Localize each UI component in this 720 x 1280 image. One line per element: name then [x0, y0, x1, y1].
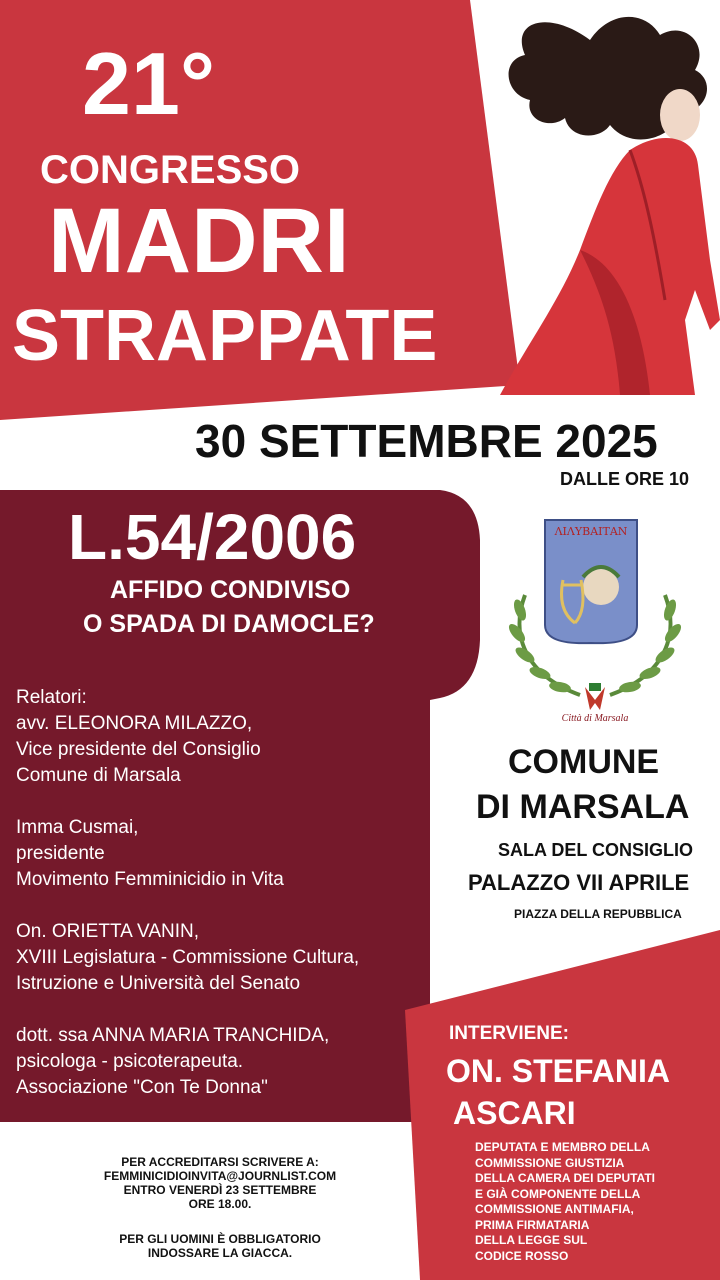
speaker-4: dott. ssa ANNA MARIA TRANCHIDA, psicologa - psicoterapeuta. Associazione "Con Te Donna" [16, 1025, 330, 1098]
event-time: DALLE ORE 10 [560, 469, 690, 489]
law-code: L.54/2006 [68, 501, 357, 573]
event-date: 30 SETTEMBRE 2025 [195, 415, 658, 467]
speaker-1: avv. ELEONORA MILAZZO, Vice presidente del Consiglio Comune di Marsala [16, 713, 261, 786]
congress-label: CONGRESSO [40, 148, 301, 192]
guest-label: INTERVIENE: [449, 1023, 570, 1044]
woman-red-dress-illustration [470, 0, 720, 395]
title-line-1: MADRI [48, 190, 350, 292]
title-line-2: STRAPPATE [12, 296, 438, 376]
city-crest-icon [505, 515, 685, 730]
speakers-heading: Relatori: [16, 687, 87, 708]
edition-number: 21° [82, 34, 216, 133]
guest-bio: DEPUTATA E MEMBRO DELLA COMMISSIONE GIUSTIZIA DELLA CAMERA DEI DEPUTATI E GIÀ COMPONENTE DELLA COMMISSIONE ANTIMAFIA, PRIMA FIRMATARIA DELLA LEGGE SUL CODICE ROSSO [475, 1140, 655, 1263]
venue-line-2: DI MARSALA [476, 788, 690, 826]
dress-code-note: PER GLI UOMINI È OBBLIGATORIO INDOSSARE LA GIACCA. [119, 1232, 321, 1260]
law-subtitle-1: AFFIDO CONDIVISO [110, 576, 351, 604]
speaker-2: Imma Cusmai, presidente Movimento Femminicidio in Vita [16, 817, 284, 890]
venue-line-1: COMUNE [508, 743, 660, 781]
registration-email[interactable]: FEMMINICIDIOINVITA@JOURNLIST.COM [103, 1169, 337, 1183]
law-subtitle-2: O SPADA DI DAMOCLE? [83, 610, 375, 638]
speakers-list [16, 685, 359, 1101]
crest-shield-text: ΛΙΛΥΒΑΙΤΑΝ [554, 525, 628, 538]
registration-info: PER ACCREDITARSI SCRIVERE A: FEMMINICIDIOINVITA@JOURNLIST.COM ENTRO VENERDÌ 23 SETTEMBRE ORE 18.00. [70, 1155, 370, 1211]
venue-square: PIAZZA DELLA REPUBBLICA [514, 907, 682, 921]
venue-palace: PALAZZO VII APRILE [468, 870, 690, 895]
guest-name-line-1: ON. STEFANIA [446, 1053, 671, 1089]
guest-name-line-2: ASCARI [453, 1095, 576, 1131]
venue-hall: SALA DEL CONSIGLIO [498, 840, 694, 860]
speaker-3: On. ORIETTA VANIN, XVIII Legislatura - Commissione Cultura, Istruzione e Università del Senato [16, 921, 360, 994]
crest-caption: Città di Marsala [561, 713, 629, 724]
